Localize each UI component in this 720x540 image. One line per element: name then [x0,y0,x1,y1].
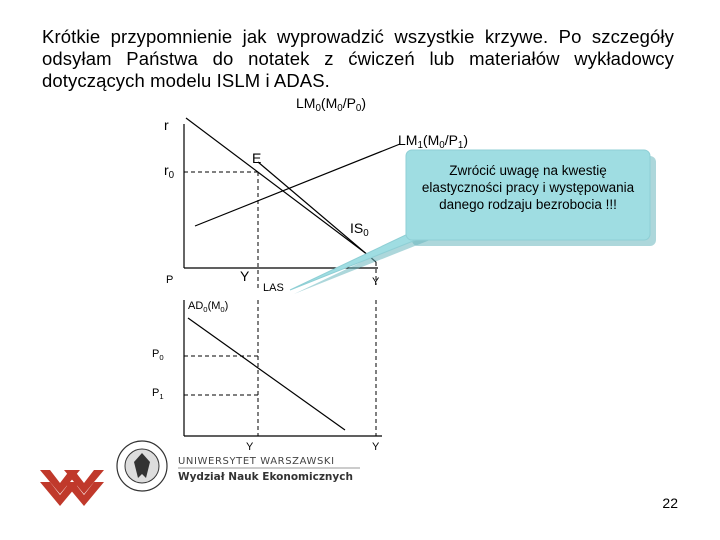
adas-y-left-label: Y [246,441,254,453]
university-logo-mark [40,470,104,506]
islm-r-axis-label: r [164,117,169,133]
lm1-label: $LM_1(M_0/P_1)$ [398,132,469,151]
p0-label: $P_0$ [152,348,164,362]
islm-axes [184,124,378,268]
university-eagle-icon [117,441,167,491]
callout-pointer [290,232,436,290]
equilibrium-e-label: E [252,150,262,166]
intro-paragraph: Krótkie przypomnienie jak wyprowadzić wszystkie krzywe. Po szczegóły odsyłam Państwa do notatek z ćwiczeń lub materiałów wykładowcy dotyczących modelu ISLM i ADAS. [42,26,674,91]
ad0-label: $AD_0(M_0)$ [188,300,229,314]
is0-label: $IS_0$ [350,220,369,239]
ad0-curve [188,318,345,430]
p1-label: $P_1$ [152,387,164,401]
callout-text: Zwrócić uwagę na kwestię elastyczności pracy i występowania danego rodzaju bezrobocia !!! [421,163,635,212]
page-number: 22 [662,495,678,511]
islm-y-left-label: Y [240,268,250,284]
las-label: LAS [263,282,284,294]
logo-faculty-name: Wydział Nauk Ekonomicznych [178,471,353,483]
adas-axes [184,300,382,436]
lm0-label: $LM_0(M_0/P_0)$ [296,95,367,114]
islm-y-right-label: Y [372,276,380,288]
r0-label: $r_0$ [164,162,175,181]
lm1-curve [195,144,400,226]
lm0-curve [186,118,372,258]
logo-university-name: UNIWERSYTET WARSZAWSKI [178,456,335,467]
adas-y-right-label: Y [372,441,380,453]
adas-p-axis-label: P [166,274,174,286]
